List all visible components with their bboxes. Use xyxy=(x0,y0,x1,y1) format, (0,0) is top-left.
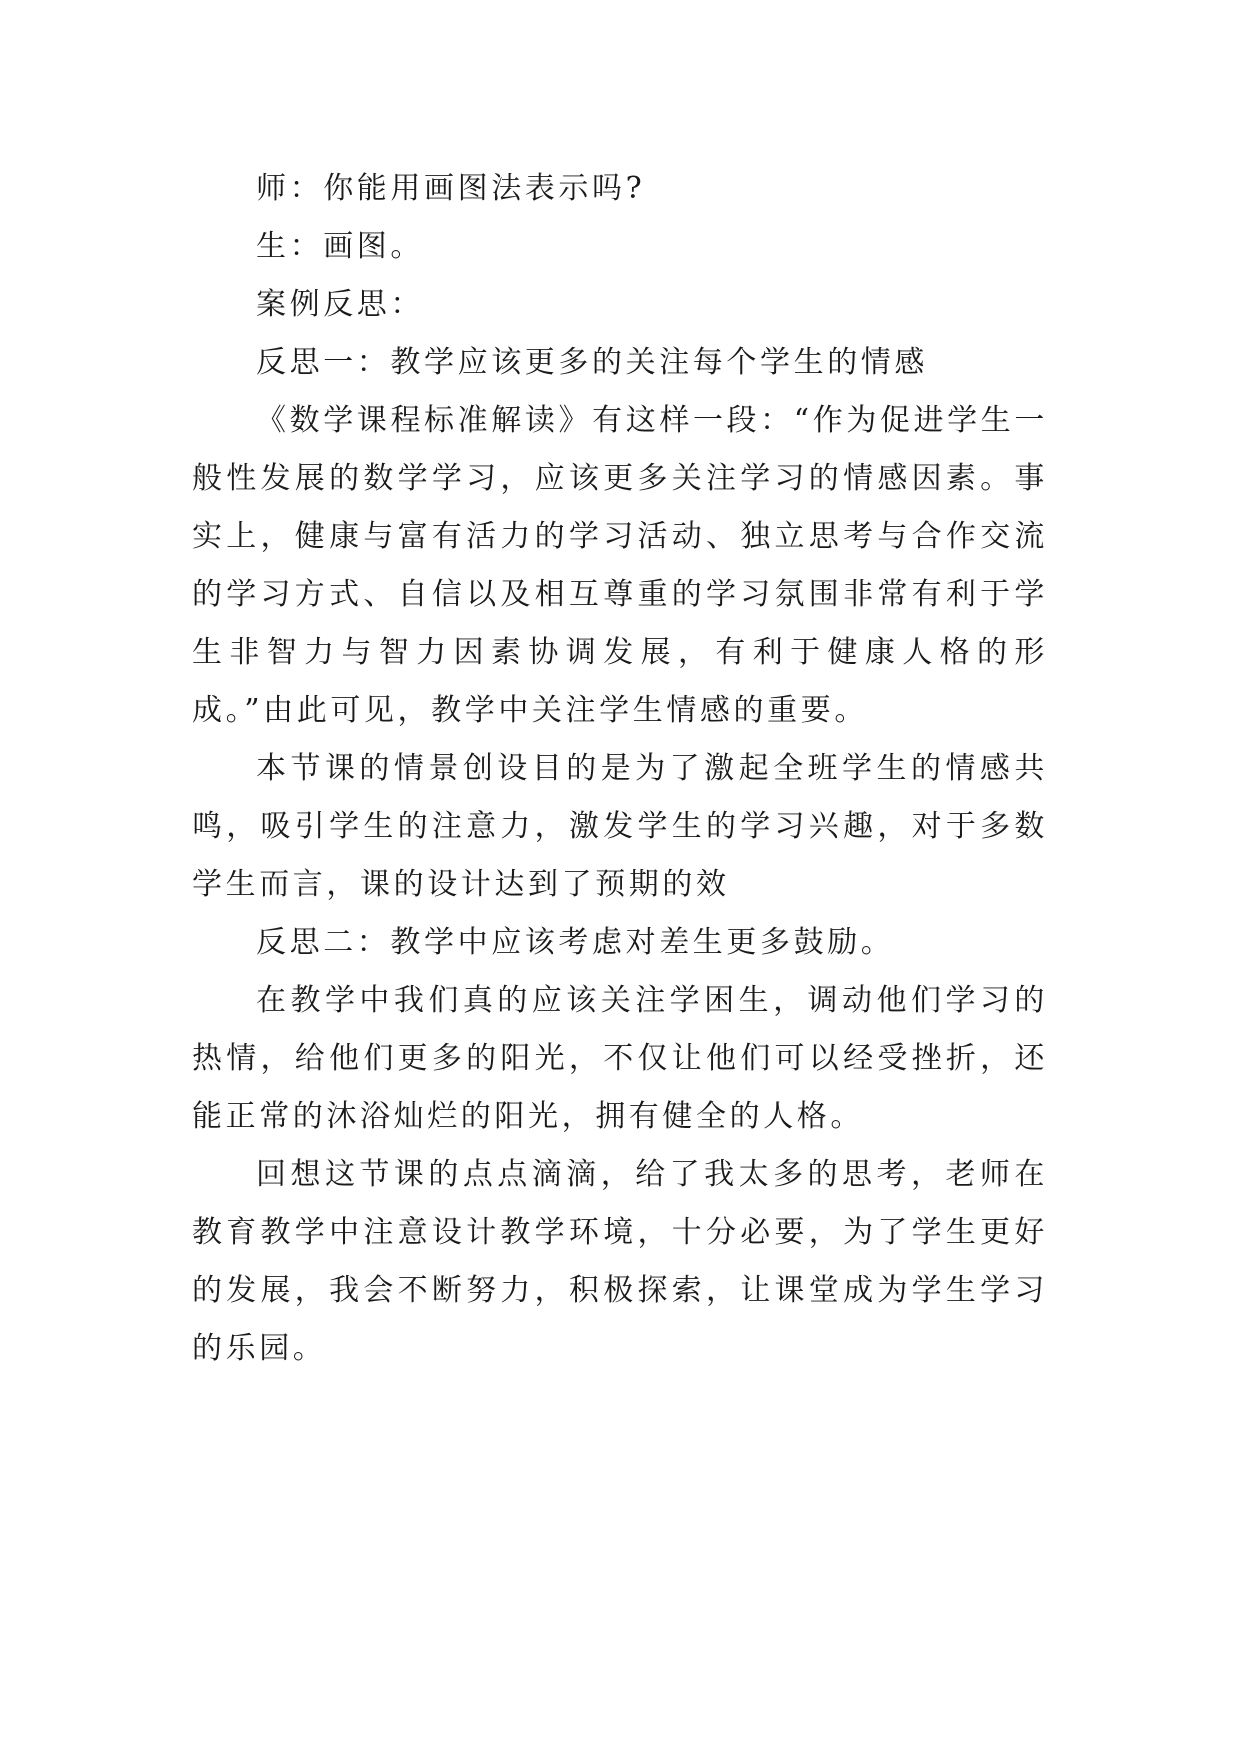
reflection-two-heading: 反思二：教学中应该考虑对差生更多鼓励。 xyxy=(256,925,895,960)
document-body xyxy=(192,160,1048,1378)
reflection-one-heading: 反思一：教学应该更多的关注每个学生的情感 xyxy=(256,345,928,380)
dialogue-teacher: 师：你能用画图法表示吗? xyxy=(256,171,646,206)
body-paragraph: 回想这节课的点点滴滴，给了我太多的思考，老师在教育教学中注意设计教学环境，十分必要，为了学生更好的发展，我会不断努力，积极探索，让课堂成为学生学习的乐园。 xyxy=(192,1157,1048,1366)
body-paragraph: 本节课的情景创设目的是为了激起全班学生的情感共鸣，吸引学生的注意力，激发学生的学习兴趣，对于多数学生而言，课的设计达到了预期的效 xyxy=(192,751,1048,902)
dialogue-student: 生：画图。 xyxy=(256,229,424,264)
body-paragraph: 在教学中我们真的应该关注学困生，调动他们学习的热情，给他们更多的阳光，不仅让他们可以经受挫折，还能正常的沐浴灿烂的阳光，拥有健全的人格。 xyxy=(192,983,1048,1134)
section-heading-case-reflection: 案例反思： xyxy=(256,287,424,322)
body-paragraph: 《数学课程标准解读》有这样一段：“作为促进学生一般性发展的数学学习，应该更多关注学习的情感因素。事实上，健康与富有活力的学习活动、独立思考与合作交流的学习方式、自信以及相互尊重的学习氛围非常有利于学生非智力与智力因素协调发展，有利于健康人格的形成。”由此可见，教学中关注学生情感的重要。 xyxy=(192,403,1048,728)
